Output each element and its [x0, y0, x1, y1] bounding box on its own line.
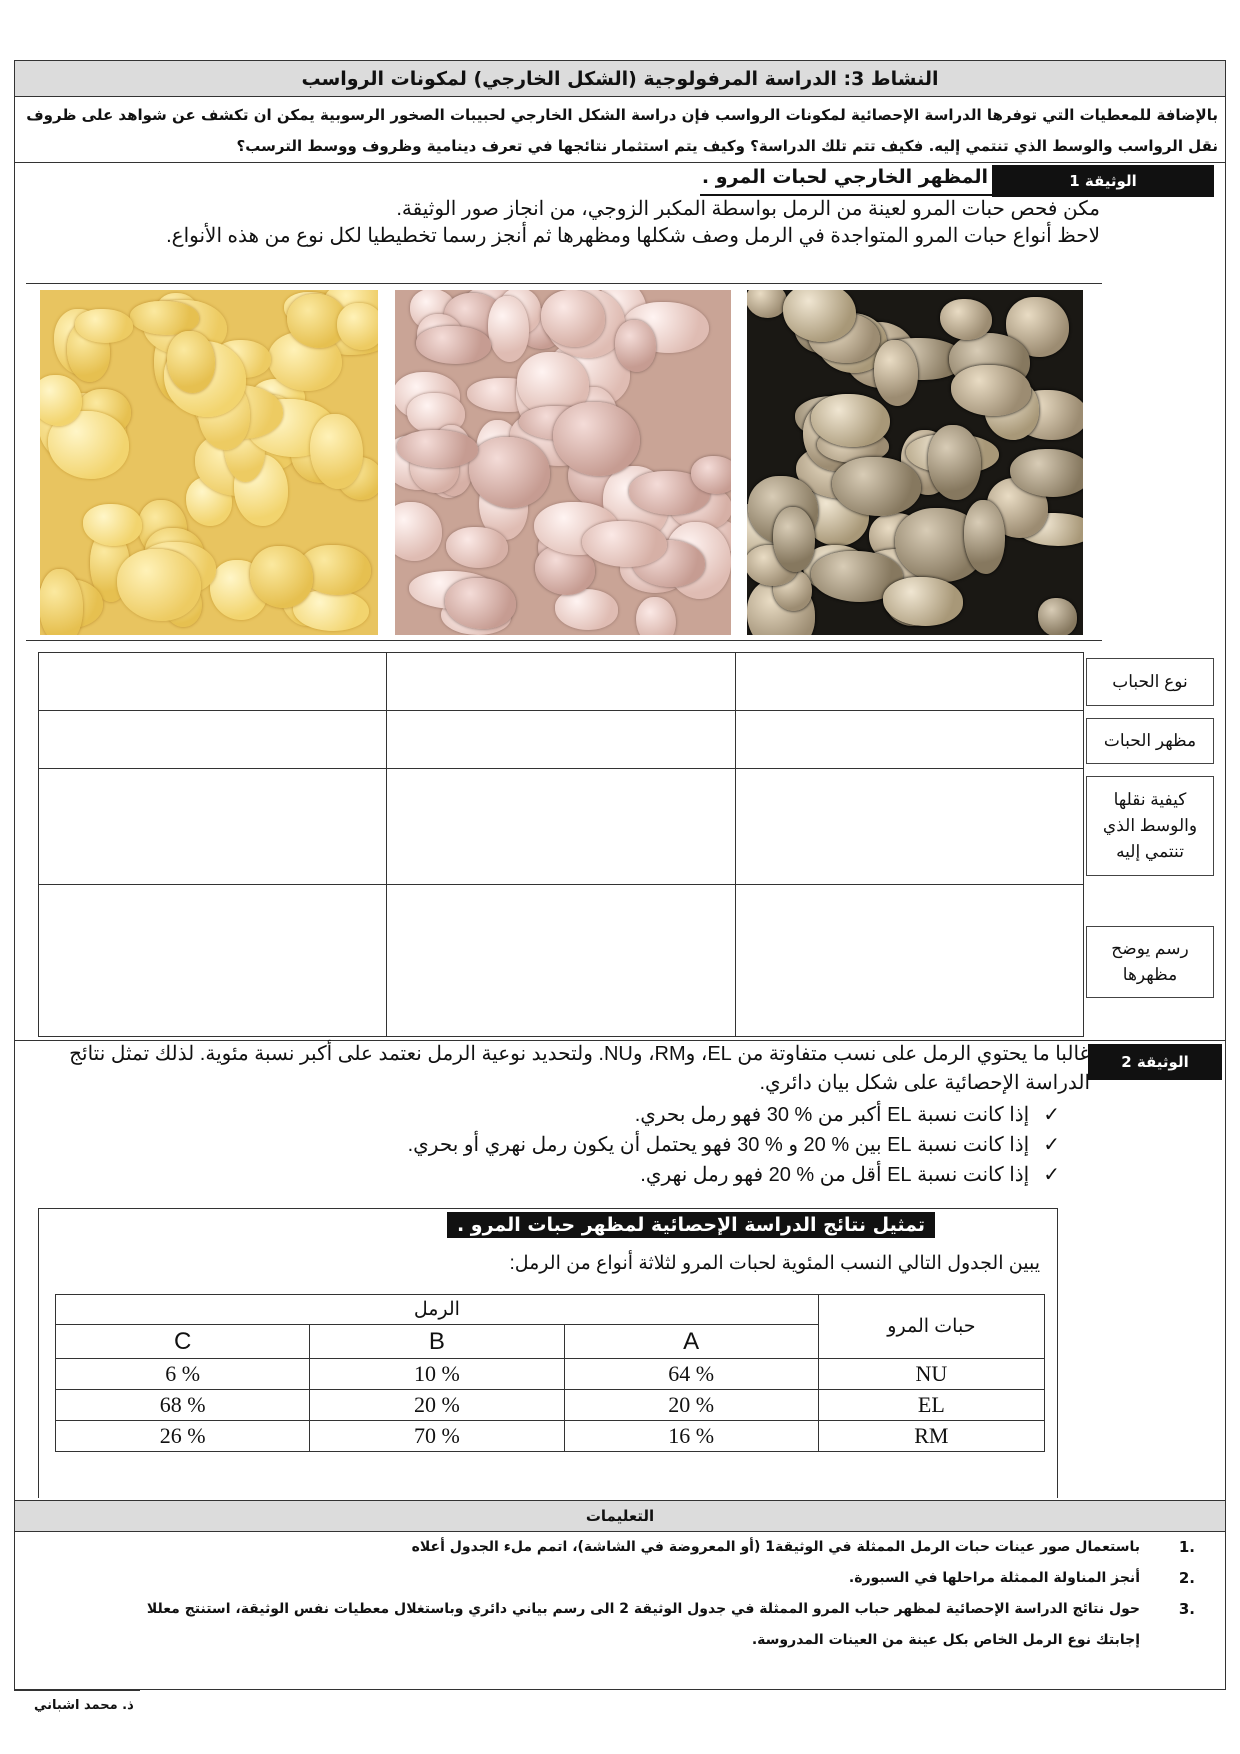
sand-grain: [555, 589, 618, 629]
cell-b: 70 %: [310, 1421, 564, 1452]
grid-cell[interactable]: [39, 653, 387, 711]
sand-grain: [117, 549, 201, 621]
table-row: [56, 1390, 1045, 1421]
cell-c: 26 %: [56, 1421, 310, 1452]
row-name: RM: [818, 1421, 1044, 1452]
sand-grain: [964, 500, 1005, 574]
author-name: ذ. محمد اشباني: [34, 1698, 134, 1713]
sand-photo-angular: [395, 290, 731, 635]
doc1-label: الوثيقة 1: [992, 165, 1214, 197]
check-item-2: [408, 1131, 1060, 1159]
column-header-c: C: [56, 1325, 310, 1359]
cell-a: 20 %: [564, 1390, 818, 1421]
sand-grain: [445, 578, 516, 629]
column-header-b: B: [310, 1325, 564, 1359]
sand-photo-rounded-matte: [40, 290, 378, 635]
instruction-1: باستعمال صور عينات حبات الرمل الممثلة في الوثيقة1 (أو المعروضة في الشاشة)، اتمم ملء الجدول أعلاه: [411, 1539, 1140, 1555]
divider: [26, 283, 1102, 284]
cell-c: 68 %: [56, 1390, 310, 1421]
sand-grain: [874, 340, 918, 406]
row-label-grain-appearance: مظهر الحبات: [1086, 718, 1214, 764]
cell-a: 64 %: [564, 1359, 818, 1390]
check-item-3: [640, 1161, 1060, 1189]
stats-table: [55, 1294, 1045, 1452]
sand-grain: [75, 309, 133, 343]
sand-grain: [446, 527, 508, 567]
sand-grain: [541, 290, 605, 347]
sand-grain: [416, 326, 491, 364]
divider: [26, 640, 1102, 641]
instruction-3-line-2: إجابتك نوع الرمل الخاص بكل عينة من العينات المدروسة.: [751, 1632, 1140, 1648]
sand-grain: [928, 425, 981, 500]
grid-cell[interactable]: [735, 885, 1083, 1037]
table-row: [56, 1421, 1045, 1452]
sand-header: الرمل: [56, 1295, 819, 1325]
row-label-grain-type: نوع الحباب: [1086, 658, 1214, 706]
instruction-number: 2.: [1178, 1569, 1195, 1587]
row-label-transport: كيفية نقلها والوسط الذي تنتمي إليه: [1086, 776, 1214, 876]
grid-cell[interactable]: [387, 653, 735, 711]
instruction-3-line-1: حول نتائج الدراسة الإحصائية لمظهر حباب المرو الممثلة في جدول الوثيقة 2 الى رسم بياني دائري وباستغلال معطيات نفس الوثيقة، استنتج معللا: [146, 1601, 1140, 1617]
sand-grain: [747, 290, 787, 318]
instructions-title: التعليمات: [15, 1500, 1225, 1532]
sand-grain: [310, 414, 363, 490]
divider: [15, 162, 1225, 163]
sand-grain: [397, 430, 478, 468]
sand-grain: [773, 507, 815, 572]
check-text: إذا كانت نسبة EL بين % 20 و % 30 فهو يحتمل أن يكون رمل نهري أو بحري.: [407, 1134, 1030, 1156]
stats-title: تمثيل نتائج الدراسة الإحصائية لمظهر حبات المرو .: [447, 1212, 935, 1238]
check-icon: ✓: [1043, 1104, 1060, 1126]
sand-photo-rounded-shiny: [747, 290, 1083, 635]
instruction-2: أنجز المناولة الممثلة مراحلها في السبورة.: [848, 1570, 1140, 1586]
grid-cell[interactable]: [735, 711, 1083, 769]
doc1-text: [100, 196, 1100, 250]
cell-b: 10 %: [310, 1359, 564, 1390]
stats-subtitle: يبين الجدول التالي النسب المئوية لحبات المرو لثلاثة أنواع من الرمل:: [509, 1253, 1040, 1274]
sand-grain: [83, 504, 142, 546]
sand-grain: [130, 301, 200, 335]
sand-grain: [395, 502, 442, 561]
grid-cell[interactable]: [735, 769, 1083, 885]
grid-cell[interactable]: [387, 711, 735, 769]
intro-line-1: بالإضافة للمعطيات التي توفرها الدراسة الإحصائية لمكونات الرواسب فإن دراسة الشكل الخارجي لحبيبات الصخور الرسوبية يمكن ان تكشف عن شواهد على ظروف: [26, 106, 1218, 124]
column-header-a: A: [564, 1325, 818, 1359]
sand-grain: [636, 597, 675, 635]
check-item-1: [635, 1101, 1060, 1129]
doc1-heading: المظهر الخارجي لحبات المرو .: [700, 166, 992, 196]
grid-cell[interactable]: [735, 653, 1083, 711]
row-name: EL: [818, 1390, 1044, 1421]
sand-grain: [1038, 598, 1078, 635]
check-icon: ✓: [1043, 1164, 1060, 1186]
sand-grain: [951, 365, 1031, 415]
check-text: إذا كانت نسبة EL أقل من % 20 فهو رمل نهري.: [640, 1164, 1030, 1186]
doc2-label: الوثيقة 2: [1088, 1044, 1222, 1080]
sand-grain: [940, 299, 992, 340]
activity-title: النشاط 3: الدراسة المرفولوجية (الشكل الخارجي) لمكونات الرواسب: [15, 61, 1225, 97]
sand-grain: [582, 521, 666, 567]
sand-grain: [250, 546, 313, 607]
row-name: NU: [818, 1359, 1044, 1390]
grid-cell[interactable]: [39, 711, 387, 769]
sand-grain: [783, 290, 855, 342]
cell-a: 16 %: [564, 1421, 818, 1452]
doc2-text: غالبا ما يحتوي الرمل على نسب متفاوتة من EL، وRM، وNU. ولتحديد نوعية الرمل نعتمد على أكبر نسبة مئوية. لذلك تمثل نتائج الدراسة الإحصائية على شكل بيان دائري.: [69, 1043, 1090, 1094]
row-label-drawing: رسم يوضح مظهرها: [1086, 926, 1214, 998]
grid-cell[interactable]: [39, 769, 387, 885]
sand-grain: [615, 320, 656, 372]
doc1-text-line-2: لاحظ أنواع حبات المرو المتواجدة في الرمل وصف شكلها ومظهرها ثم أنجز رسما تخطيطيا لكل نوع من هذه الأنواع.: [166, 225, 1100, 247]
grid-cell[interactable]: [387, 885, 735, 1037]
doc1-text-line-1: مكن فحص حبات المرو لعينة من الرمل بواسطة المكبر الزوجي، من انجاز صور الوثيقة.: [396, 198, 1100, 220]
divider: [14, 1690, 140, 1691]
instruction-number: 1.: [1178, 1538, 1195, 1556]
observation-grid: [38, 652, 1084, 1037]
instruction-number: 3.: [1178, 1600, 1195, 1618]
intro-text: [22, 100, 1218, 162]
check-icon: ✓: [1043, 1134, 1060, 1156]
cell-c: 6 %: [56, 1359, 310, 1390]
grid-cell[interactable]: [39, 885, 387, 1037]
table-row: [56, 1359, 1045, 1390]
check-text: إذا كانت نسبة EL أكبر من % 30 فهو رمل بحري.: [634, 1104, 1030, 1126]
sand-grain: [883, 577, 963, 626]
intro-line-2: نقل الرواسب والوسط الذي تنتمي إليه. فكيف تتم تلك الدراسة؟ وكيف يتم استثمار نتائجها في تعرف دينامية وظروف ووسط الترسب؟: [236, 137, 1218, 155]
sand-grain: [488, 296, 529, 362]
grid-cell[interactable]: [387, 769, 735, 885]
grain-header: حبات المرو: [818, 1295, 1044, 1359]
cell-b: 20 %: [310, 1390, 564, 1421]
sand-grain: [40, 569, 83, 635]
